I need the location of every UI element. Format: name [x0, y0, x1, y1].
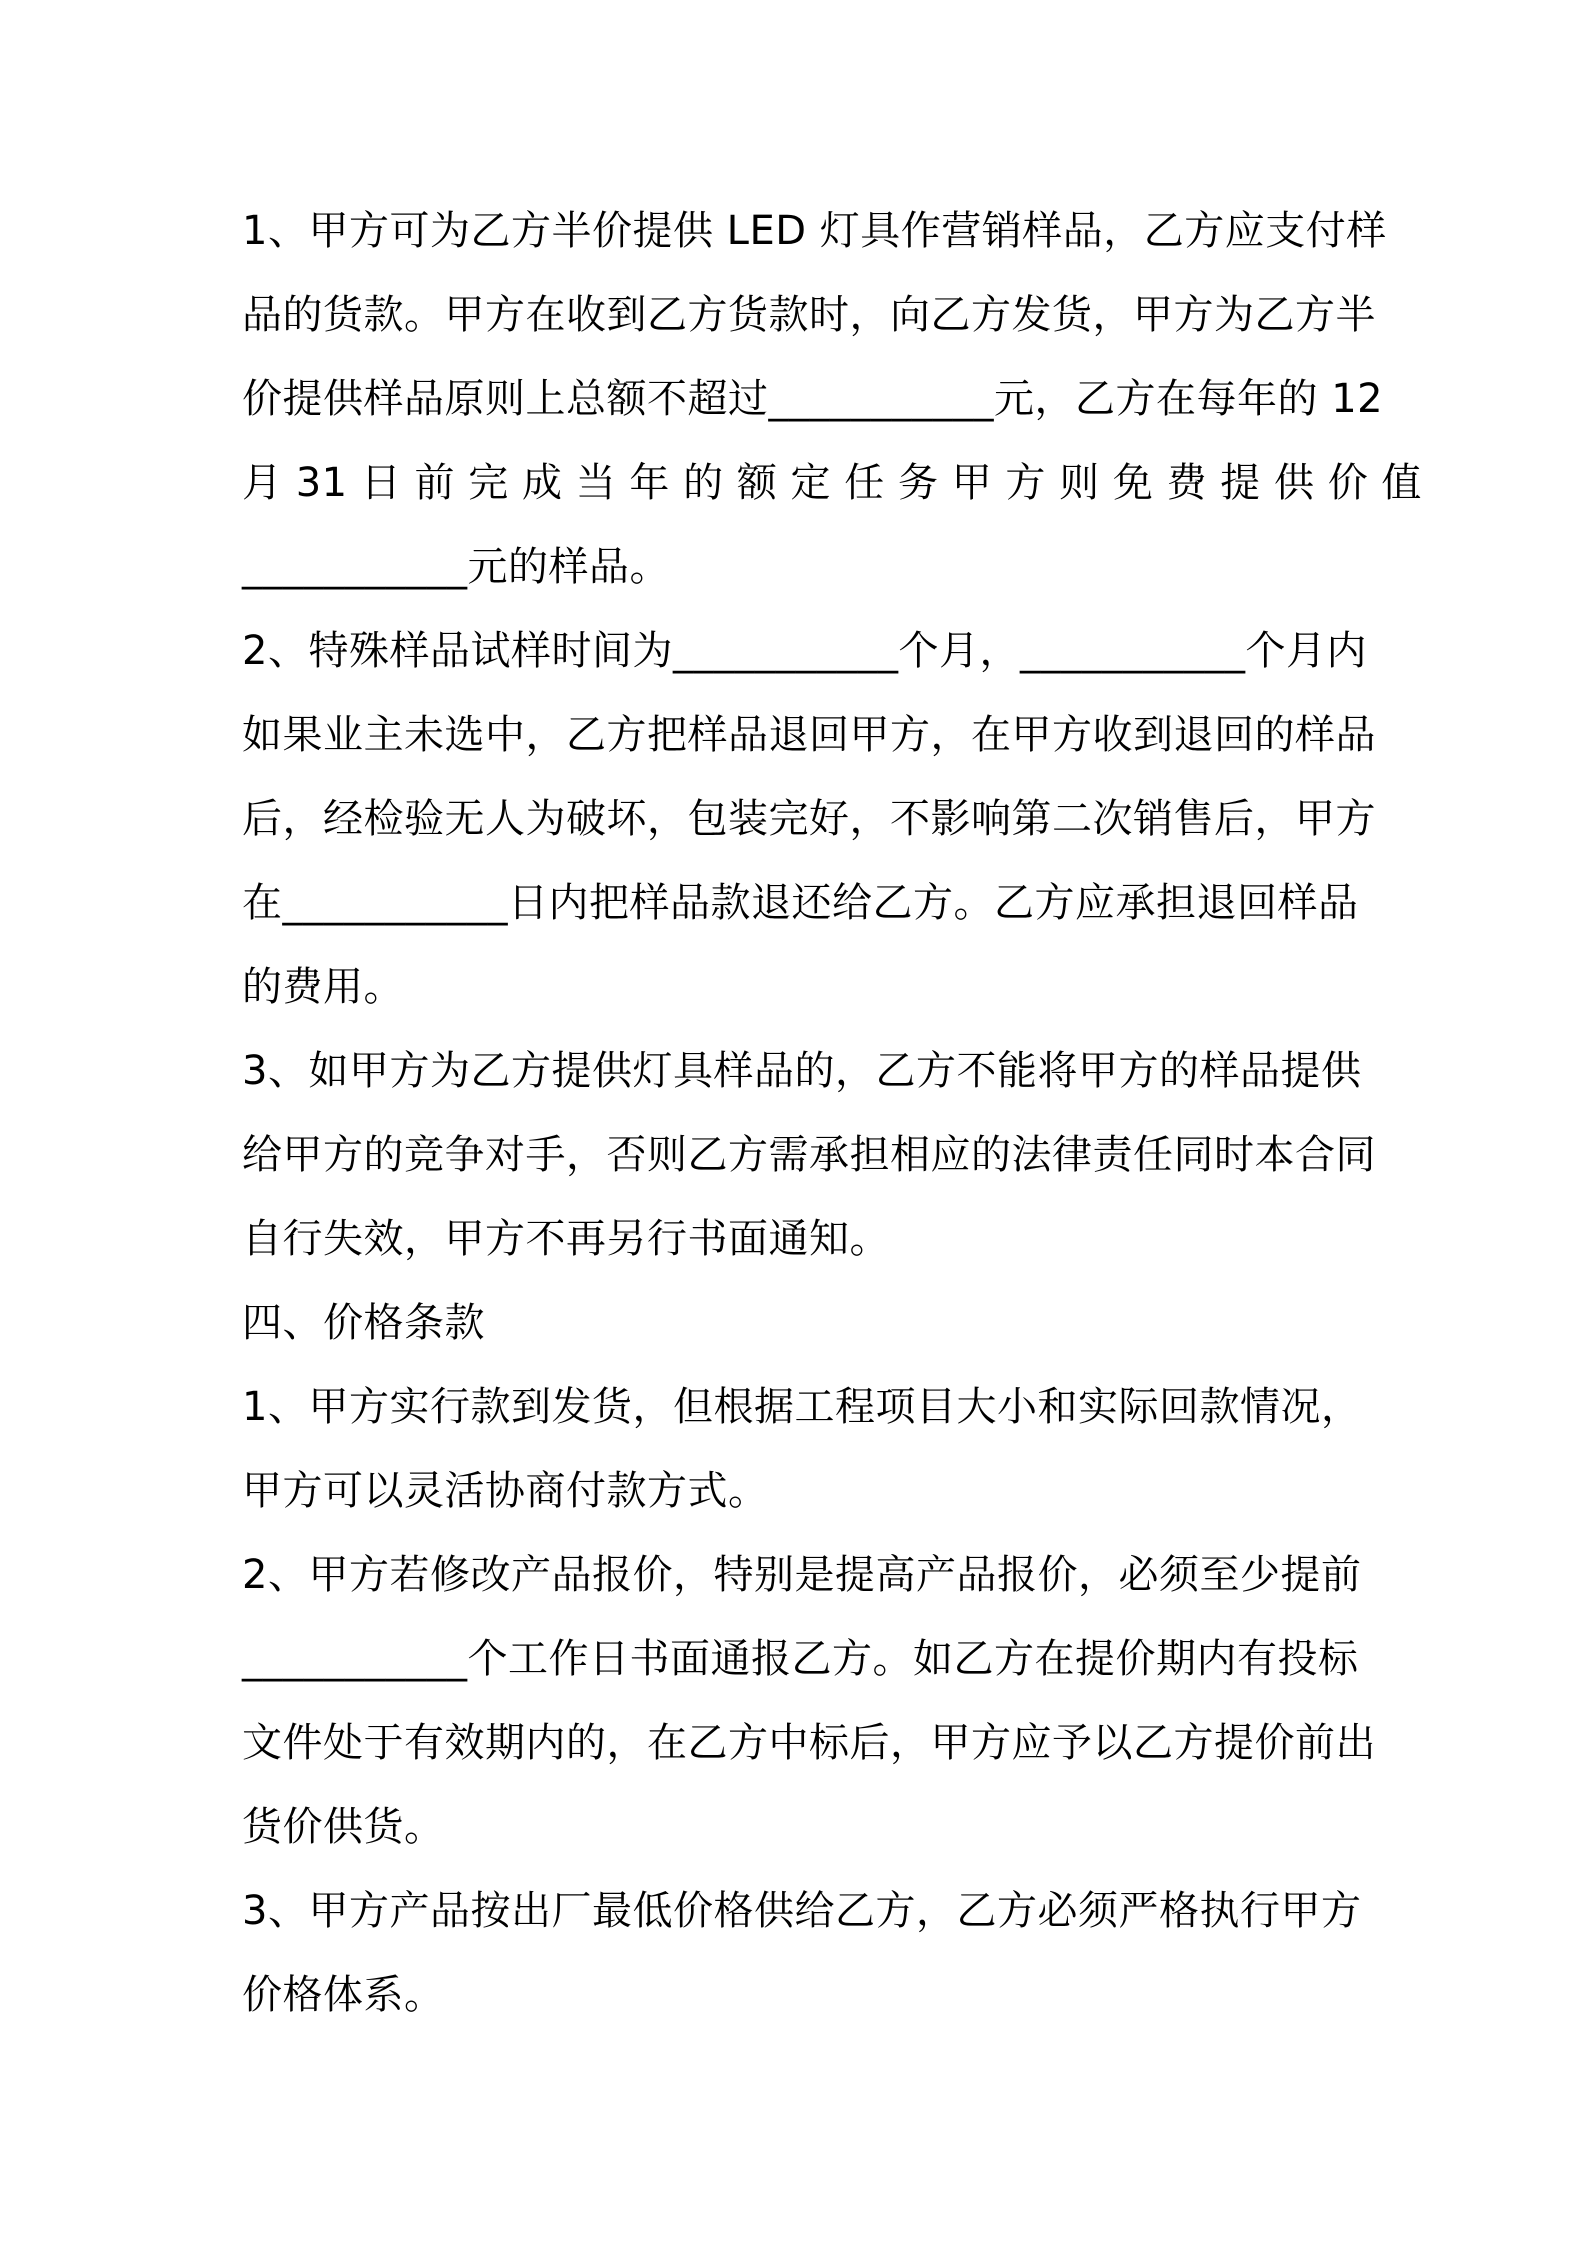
text-line: 2、特殊样品试样时间为___________个月，___________个月内 [242, 628, 1367, 674]
text-line: 价提供样品原则上总额不超过___________元，乙方在每年的 12 [242, 376, 1384, 422]
section-heading: 四、价格条款 [242, 1300, 485, 1346]
text-line: 3、如甲方为乙方提供灯具样品的，乙方不能将甲方的样品提供 [242, 1048, 1362, 1094]
text-line: 如果业主未选中，乙方把样品退回甲方，在甲方收到退回的样品 [242, 712, 1376, 758]
text-line: 货价供货。 [242, 1804, 445, 1850]
text-line: ___________元的样品。 [242, 544, 670, 590]
text-line: 价格体系。 [242, 1972, 445, 2018]
text-line: 后，经检验无人为破坏，包装完好，不影响第二次销售后，甲方 [242, 796, 1376, 842]
text-line: 文件处于有效期内的，在乙方中标后，甲方应予以乙方提价前出 [242, 1720, 1376, 1766]
text-line: 自行失效，甲方不再另行书面通知。 [242, 1216, 890, 1262]
text-line: 1、甲方实行款到发货，但根据工程项目大小和实际回款情况， [242, 1384, 1362, 1430]
text-line: 的费用。 [242, 964, 404, 1010]
text-line: 月 31 日 前 完 成 当 年 的 额 定 任 务 甲 方 则 免 费 提 供 价 值 [242, 460, 1422, 506]
text-line: 甲方可以灵活协商付款方式。 [242, 1468, 769, 1514]
text-line: 品的货款。甲方在收到乙方货款时，向乙方发货，甲方为乙方半 [242, 292, 1376, 338]
text-line: ___________个工作日书面通报乙方。如乙方在提价期内有投标 [242, 1636, 1359, 1682]
text-line: 给甲方的竞争对手，否则乙方需承担相应的法律责任同时本合同 [242, 1132, 1376, 1178]
text-line: 3、甲方产品按出厂最低价格供给乙方，乙方必须严格执行甲方 [242, 1888, 1362, 1934]
text-line: 在___________日内把样品款退还给乙方。乙方应承担退回样品 [242, 880, 1359, 926]
text-line: 2、甲方若修改产品报价，特别是提高产品报价，必须至少提前 [242, 1552, 1362, 1598]
text-line: 1、甲方可为乙方半价提供 LED 灯具作营销样品，乙方应支付样 [242, 208, 1387, 254]
